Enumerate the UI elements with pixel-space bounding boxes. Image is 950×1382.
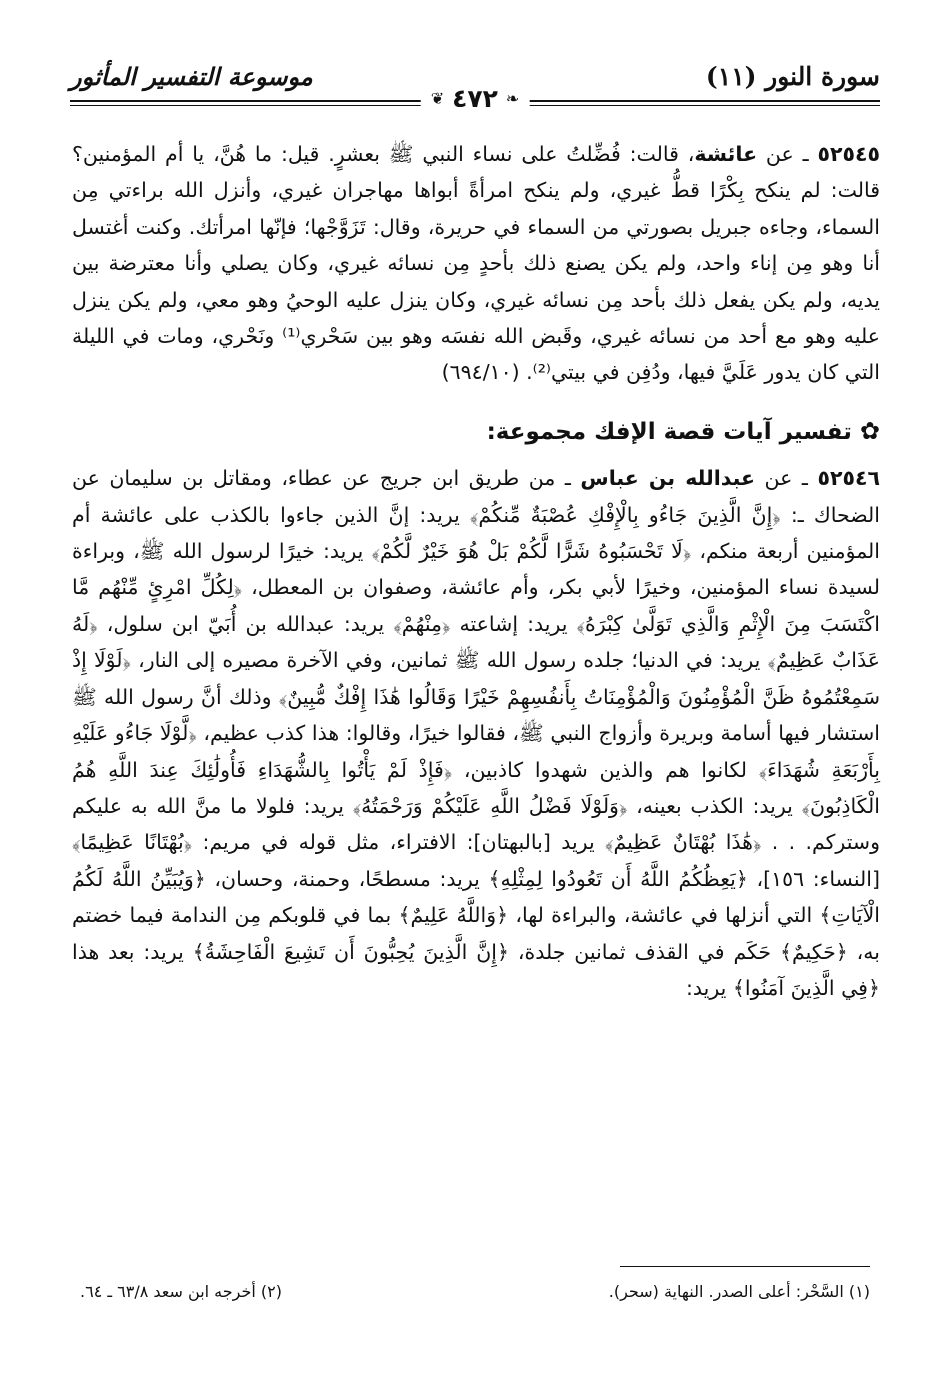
narrator-name: عبدالله بن عباس (580, 466, 755, 491)
page-number-block (421, 84, 530, 113)
hadith-paragraph (72, 136, 880, 391)
hadith-number: ٥٢٥٤٥ (817, 142, 880, 166)
footnote-1: (١) السَّحْر: أعلى الصدر. النهاية (سحر). (608, 1282, 870, 1301)
page-body (72, 136, 880, 1006)
hadith-lead: ـ عن (757, 142, 818, 166)
hadith-number: ٥٢٥٤٦ (817, 466, 880, 491)
section-title: تفسير آيات قصة الإفك مجموعة: (486, 418, 852, 445)
ornament-left-icon: ❦ (430, 89, 445, 108)
surah-title: سورة النور (١١) (705, 62, 880, 91)
footnote-rule (620, 1266, 870, 1267)
page-number: ٤٧٢ (452, 84, 498, 113)
ornament-right-icon: ❧ (505, 89, 520, 108)
volume-reference: (٦٩٤/١٠) (441, 360, 520, 385)
page-header (70, 62, 880, 113)
flower-icon: ✿ (859, 416, 880, 445)
hadith-text: ، قالت: فُضِّلتُ على نساء النبي ﷺ بعشرٍ. قيل: ما هُنَّ، يا أم المؤمنين؟ قالت: لم ينكح بِكْرًا قطُّ غيري، ولم ينكح امرأةً أبواها مهاجران غيري، وأنزل الله براءتي مِن السماء، وجاءه جبريل بصورتي من السماء في حريرة، وقال: تَزَوَّجْها؛ فإنّها امرأتك. وكنت أغتسل أنا وهو مِن إناء واحد، ولم يكن يصنع ذلك بأحدٍ مِن نسائه غيري، وكان يصلي وأنا معترضة بين يديه، ولم يكن يفعل ذلك بأحد مِن نسائه غيري، وكان ينزل عليه الوحيُ وهو معي، ولم يكن ينزل عليه وهو مع أحد من نسائه غيري، وقَبض الله نفسَه وهو بين سَحْري⁽¹⁾ ونَحْري، ومات في الليلة التي كان يدور عَلَيَّ فيها، ودُفِن في بيتي⁽²⁾. (72, 142, 880, 385)
section-heading (72, 413, 880, 450)
book-title: موسوعة التفسير المأثور (70, 62, 313, 91)
footnote-2: (٢) أخرجه ابن سعد ٦٣/٨ ـ ٦٤. (80, 1282, 282, 1301)
hadith-lead: ـ عن (754, 466, 818, 491)
footnotes (80, 1282, 870, 1301)
narrator-name: عائشة (694, 142, 758, 166)
hadith-text: ـ من طريق ابن جريج عن عطاء، ومقاتل بن سليمان عن الضحاك ـ: ﴿إِنَّ الَّذِينَ جَاءُو بِالْإِفْكِ عُصْبَةٌ مِّنكُمْ﴾ يريد: إنَّ الذين جاءوا بالكذب على عائشة أم المؤمنين أربعة منكم، ﴿لَا تَحْسَبُوهُ شَرًّا لَّكُمْ بَلْ هُوَ خَيْرٌ لَّكُمْ﴾ يريد: خيرًا لرسول الله ﷺ، وبراءة لسيدة نساء المؤمنين، وخيرًا لأبي بكر، وأم عائشة، وصفوان بن المعطل، ﴿لِكُلِّ امْرِئٍ مِّنْهُم مَّا اكْتَسَبَ مِنَ الْإِثْمِ وَالَّذِي تَوَلَّىٰ كِبْرَهُ﴾ يريد: إشاعته ﴿مِنْهُمْ﴾ يريد: عبدالله بن أُبَيّ ابن سلول، ﴿لَهُ عَذَابٌ عَظِيمٌ﴾ يريد: في الدنيا؛ جلده رسول الله ﷺ ثمانين، وفي الآخرة مصيره إلى النار، ﴿لَوْلَا إِذْ سَمِعْتُمُوهُ ظَنَّ الْمُؤْمِنُونَ وَالْمُؤْمِنَاتُ بِأَنفُسِهِمْ خَيْرًا وَقَالُوا هَٰذَا إِفْكٌ مُّبِينٌ﴾ وذلك أنَّ رسول الله ﷺ استشار فيها أسامة وبريرة وأزواج النبي ﷺ، فقالوا خيرًا، وقالوا: هذا كذب عظيم، ﴿لَّوْلَا جَاءُو عَلَيْهِ بِأَرْبَعَةِ شُهَدَاءَ﴾ لكانوا هم والذين شهدوا كاذبين، ﴿فَإِذْ لَمْ يَأْتُوا بِالشُّهَدَاءِ فَأُولَٰئِكَ عِندَ اللَّهِ هُمُ الْكَاذِبُونَ﴾ يريد: الكذب بعينه، ﴿وَلَوْلَا فَضْلُ اللَّهِ عَلَيْكُمْ وَرَحْمَتُهُ﴾ يريد: فلولا ما منَّ الله به عليكم وستركم. . . ﴿هَٰذَا بُهْتَانٌ عَظِيمٌ﴾ يريد [بالبهتان]: الافتراء، مثل قوله في مريم: ﴿بُهْتَانًا عَظِيمًا﴾ [النساء: ١٥٦]، ﴿يَعِظُكُمُ اللَّهُ أَن تَعُودُوا لِمِثْلِهِ﴾ يريد: مسطحًا، وحمنة، وحسان، ﴿وَيُبَيِّنُ اللَّهُ لَكُمُ الْآيَاتِ﴾ التي أنزلها في عائشة، والبراءة لها، ﴿وَاللَّهُ عَلِيمٌ﴾ بما في قلوبكم مِن الندامة فيما خضتم به، ﴿حَكِيمٌ﴾ حَكَم في القذف ثمانين جلدة، ﴿إِنَّ الَّذِينَ يُحِبُّونَ أَن تَشِيعَ الْفَاحِشَةُ﴾ يريد: بعد هذا ﴿فِي الَّذِينَ آمَنُوا﴾ يريد: (72, 466, 880, 1000)
hadith-paragraph (72, 460, 880, 1006)
